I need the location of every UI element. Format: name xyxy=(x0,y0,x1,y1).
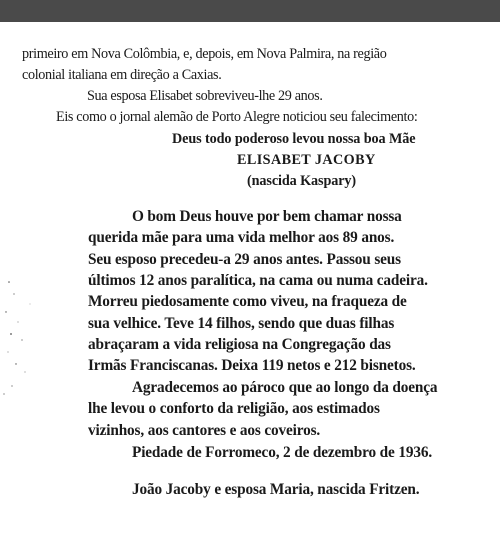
body-line-9: Agradecemos ao pároco que ao longo da doença xyxy=(132,379,438,396)
place-date: Piedade de Forromeco, 2 de dezembro de 1936. xyxy=(132,444,432,461)
body-line-3: Seu esposo precedeu-a 29 anos antes. Passou seus xyxy=(88,251,401,268)
signature: João Jacoby e esposa Maria, nascida Fritzen. xyxy=(132,481,420,498)
intro-line-4: Eis como o jornal alemão de Porto Alegre noticiou seu falecimento: xyxy=(56,109,418,125)
body-line-10: lhe levou o conforto da religião, aos estimados xyxy=(88,400,380,417)
body-line-7: abraçaram a vida religiosa na Congregação das xyxy=(88,336,391,353)
intro-line-1: primeiro em Nova Colômbia, e, depois, em Nova Palmira, na região xyxy=(22,46,387,62)
body-line-11: vizinhos, aos cantores e aos coveiros. xyxy=(88,422,321,439)
body-line-8: Irmãs Franciscanas. Deixa 119 netos e 212 bisnetos. xyxy=(88,357,416,374)
scan-noise xyxy=(0,22,60,548)
document-page xyxy=(0,22,500,548)
body-line-4: últimos 12 anos paralítica, na cama ou numa cadeira. xyxy=(88,272,428,289)
maiden-name: (nascida Kaspary) xyxy=(247,173,357,189)
top-bar xyxy=(0,0,500,22)
intro-line-2: colonial italiana em direção a Caxias. xyxy=(22,67,222,83)
notice-heading: Deus todo poderoso levou nossa boa Mãe xyxy=(172,131,416,147)
deceased-name: ELISABET JACOBY xyxy=(237,152,376,168)
intro-line-3: Sua esposa Elisabet sobreviveu-lhe 29 anos. xyxy=(87,88,323,104)
body-line-2: querida mãe para uma vida melhor aos 89 anos. xyxy=(88,229,395,246)
body-line-5: Morreu piedosamente como viveu, na fraqueza de xyxy=(88,293,407,310)
body-line-1: O bom Deus houve por bem chamar nossa xyxy=(132,208,402,225)
body-line-6: sua velhice. Teve 14 filhos, sendo que duas filhas xyxy=(88,315,395,332)
